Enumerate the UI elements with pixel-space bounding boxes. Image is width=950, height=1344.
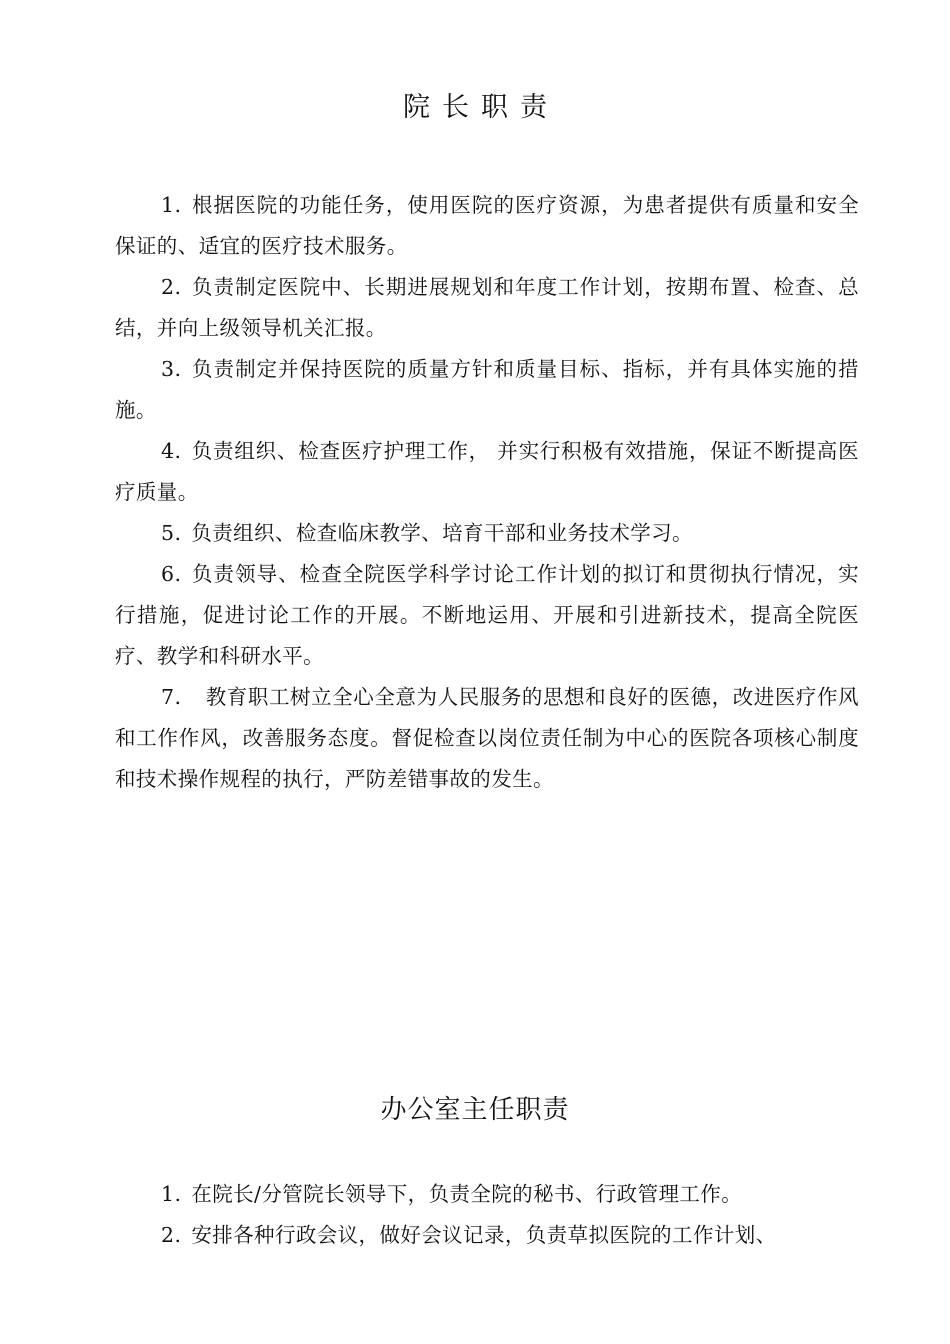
paragraph-item-3 [115, 349, 859, 431]
paragraph-item-1 [115, 185, 859, 267]
item-number: 1. [161, 1182, 182, 1206]
item-number: 4. [161, 439, 182, 463]
paragraph-item-7 [115, 677, 859, 800]
item-text: 在院长/分管院长领导下，负责全院的秘书、行政管理工作。 [191, 1182, 743, 1206]
paragraph-item-5 [115, 513, 859, 554]
section-body-president-duties [115, 185, 859, 800]
item-text: 负责制定并保持医院的质量方针和质量目标、指标，并有具体实施的措施。 [115, 357, 859, 422]
item-text: 负责组织、检查医疗护理工作， 并实行积极有效措施，保证不断提高医疗质量。 [115, 439, 859, 504]
item-number: 7． [161, 685, 196, 709]
item-number: 1. [161, 193, 182, 217]
item-text: 负责制定医院中、长期进展规划和年度工作计划，按期布置、检查、总结，并向上级领导机关汇报。 [115, 275, 859, 340]
item-number: 5. [161, 521, 182, 545]
section-body-office-director-duties [115, 1174, 859, 1256]
item-text: 负责组织、检查临床教学、培育干部和业务技术学习。 [191, 521, 693, 545]
item-text: 教育职工树立全心全意为人民服务的思想和良好的医德，改进医疗作风和工作作风，改善服务态度。督促检查以岗位责任制为中心的医院各项核心制度和技术操作规程的执行，严防差错事故的发生。 [115, 685, 859, 791]
item-text: 负责领导、检查全院医学科学讨论工作计划的拟订和贯彻执行情况，实行措施，促进讨论工作的开展。不断地运用、开展和引进新技术，提高全院医疗、教学和科研水平。 [115, 562, 859, 668]
paragraph-item-4 [115, 431, 859, 513]
item-text: 安排各种行政会议，做好会议记录，负责草拟医院的工作计划、 [191, 1223, 777, 1247]
paragraph-item-2 [115, 1215, 859, 1256]
paragraph-item-1 [115, 1174, 859, 1215]
paragraph-item-6 [115, 554, 859, 677]
item-number: 3. [161, 357, 182, 381]
item-number: 2. [161, 275, 182, 299]
section-title-president-duties: 院长职责 [403, 92, 559, 123]
item-number: 2. [161, 1223, 182, 1247]
section-title-office-director-duties: 办公室主任职责 [380, 1095, 570, 1125]
item-text: 根据医院的功能任务，使用医院的医疗资源，为患者提供有质量和安全保证的、适宜的医疗技术服务。 [115, 193, 859, 258]
paragraph-item-2 [115, 267, 859, 349]
item-number: 6. [161, 562, 182, 586]
